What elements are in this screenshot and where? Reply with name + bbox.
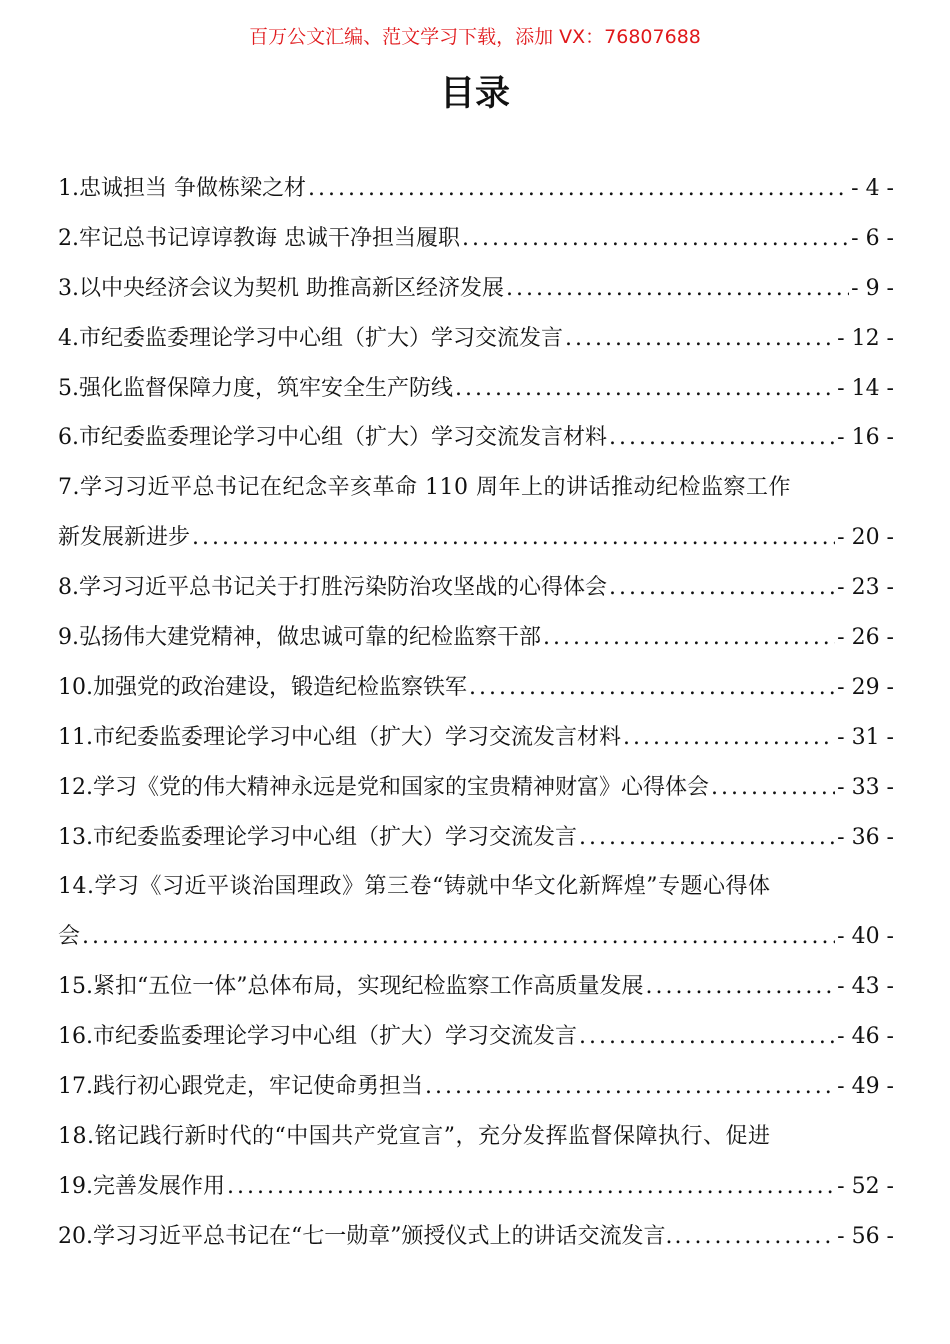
header-banner: 百万公文汇编、范文学习下载，添加 VX：76807688 (249, 26, 701, 48)
page-title: 目录 (439, 74, 510, 114)
dot-leader (192, 513, 835, 563)
toc-entry-title: 19.完善发展作用 (58, 1173, 225, 1199)
toc-entry[interactable] (58, 1162, 894, 1212)
toc-entry[interactable] (58, 813, 894, 863)
toc-entry-page: - 6 - (851, 225, 894, 251)
toc-entry-title: 2.牢记总书记谆谆教诲 忠诚干净担当履职 (58, 225, 460, 251)
dot-leader (623, 713, 835, 763)
toc-entry-title: 5.强化监督保障力度，筑牢安全生产防线 (58, 375, 453, 401)
toc-entry-page: - 56 - (837, 1223, 894, 1249)
toc-entry-title: 4.市纪委监委理论学习中心组（扩大）学习交流发言 (58, 325, 563, 351)
toc-entry-page: - 33 - (837, 774, 894, 800)
toc-entry[interactable] (58, 563, 894, 613)
dot-leader (227, 1162, 835, 1212)
toc-entry-title: 13.市纪委监委理论学习中心组（扩大）学习交流发言 (58, 824, 577, 850)
table-of-contents (58, 164, 894, 1262)
toc-entry-title: 20.学习习近平总书记在“七一勋章”颁授仪式上的讲话交流发言. (58, 1223, 673, 1249)
toc-entry-page: - 4 - (851, 176, 894, 201)
toc-entry-page: - 49 - (837, 1074, 894, 1100)
toc-entry[interactable] (58, 1212, 894, 1262)
toc-entry[interactable] (58, 1062, 894, 1112)
toc-entry-page: - 52 - (837, 1173, 894, 1199)
toc-entry-title: 1.忠诚担当 争做栋梁之材 (58, 176, 306, 201)
toc-entry[interactable] (58, 962, 894, 1012)
dot-leader (711, 763, 835, 813)
toc-entry-page: - 31 - (837, 724, 894, 750)
toc-entry-title: 14.学习《习近平谈治国理政》第三卷“铸就中华文化新辉煌”专题心得体 (58, 874, 771, 900)
toc-entry-title: 11.市纪委监委理论学习中心组（扩大）学习交流发言材料 (58, 724, 621, 750)
toc-entry-title: 15.紧扣“五位一体”总体布局，实现纪检监察工作高质量发展 (58, 974, 644, 1000)
toc-entry-page: - 26 - (837, 625, 894, 651)
dot-leader (609, 413, 835, 463)
toc-entry[interactable] (58, 513, 894, 563)
toc-entry-title: 8.学习习近平总书记关于打胜污染防治攻坚战的心得体会 (58, 575, 607, 601)
toc-entry-title: 3.以中央经济会议为契机 助推高新区经济发展 (58, 275, 504, 301)
dot-leader (674, 1212, 835, 1262)
toc-entry-page: - 43 - (837, 974, 894, 1000)
toc-entry-title: 7.学习习近平总书记在纪念辛亥革命 110 周年上的讲话推动纪检监察工作 (58, 475, 791, 501)
toc-entry[interactable] (58, 862, 894, 912)
dot-leader (543, 613, 835, 663)
toc-entry[interactable] (58, 164, 894, 214)
toc-entry-title: 6.市纪委监委理论学习中心组（扩大）学习交流发言材料 (58, 425, 607, 451)
dot-leader (565, 314, 835, 364)
dot-leader (469, 663, 835, 713)
dot-leader (506, 264, 849, 314)
dot-leader (579, 813, 835, 863)
toc-entry[interactable] (58, 663, 894, 713)
dot-leader (82, 912, 835, 962)
toc-entry-title: 9.弘扬伟大建党精神，做忠诚可靠的纪检监察干部 (58, 625, 541, 651)
toc-entry-page: - 29 - (837, 674, 894, 700)
toc-entry-page: - 16 - (837, 425, 894, 451)
toc-entry[interactable] (58, 413, 894, 463)
dot-leader (425, 1062, 835, 1112)
toc-entry-title: 会 (58, 924, 81, 950)
toc-entry-title: 新发展新进步 (58, 525, 191, 551)
toc-entry[interactable] (58, 364, 894, 414)
toc-entry[interactable] (58, 264, 894, 314)
dot-leader (308, 164, 849, 214)
toc-entry-page: - 12 - (837, 325, 894, 351)
dot-leader (645, 962, 835, 1012)
toc-entry[interactable] (58, 713, 894, 763)
toc-entry-page: - 20 - (837, 525, 894, 551)
toc-entry-title: 10.加强党的政治建设，锻造纪检监察铁军 (58, 674, 467, 700)
toc-entry[interactable] (58, 912, 894, 962)
toc-entry-title: 17.践行初心跟党走，牢记使命勇担当 (58, 1074, 423, 1100)
dot-leader (462, 214, 849, 264)
dot-leader (609, 563, 835, 613)
toc-entry-page: - 9 - (851, 275, 894, 301)
toc-entry[interactable] (58, 314, 894, 364)
toc-entry-page: - 46 - (837, 1024, 894, 1050)
dot-leader (455, 364, 835, 414)
dot-leader (579, 1012, 835, 1062)
toc-entry[interactable] (58, 214, 894, 264)
toc-entry-title: 18.铭记践行新时代的“中国共产党宣言”，充分发挥监督保障执行、促进 (58, 1123, 771, 1149)
toc-entry-title: 12.学习《党的伟大精神永远是党和国家的宝贵精神财富》心得体会 (58, 774, 709, 800)
toc-entry[interactable] (58, 1112, 894, 1162)
toc-entry-page: - 36 - (837, 824, 894, 850)
toc-entry-page: - 23 - (837, 575, 894, 601)
toc-entry-page: - 40 - (837, 924, 894, 950)
toc-entry[interactable] (58, 763, 894, 813)
toc-entry-title: 16.市纪委监委理论学习中心组（扩大）学习交流发言 (58, 1024, 577, 1050)
toc-entry[interactable] (58, 1012, 894, 1062)
toc-entry-page: - 14 - (837, 375, 894, 401)
toc-entry[interactable] (58, 463, 894, 513)
toc-entry[interactable] (58, 613, 894, 663)
